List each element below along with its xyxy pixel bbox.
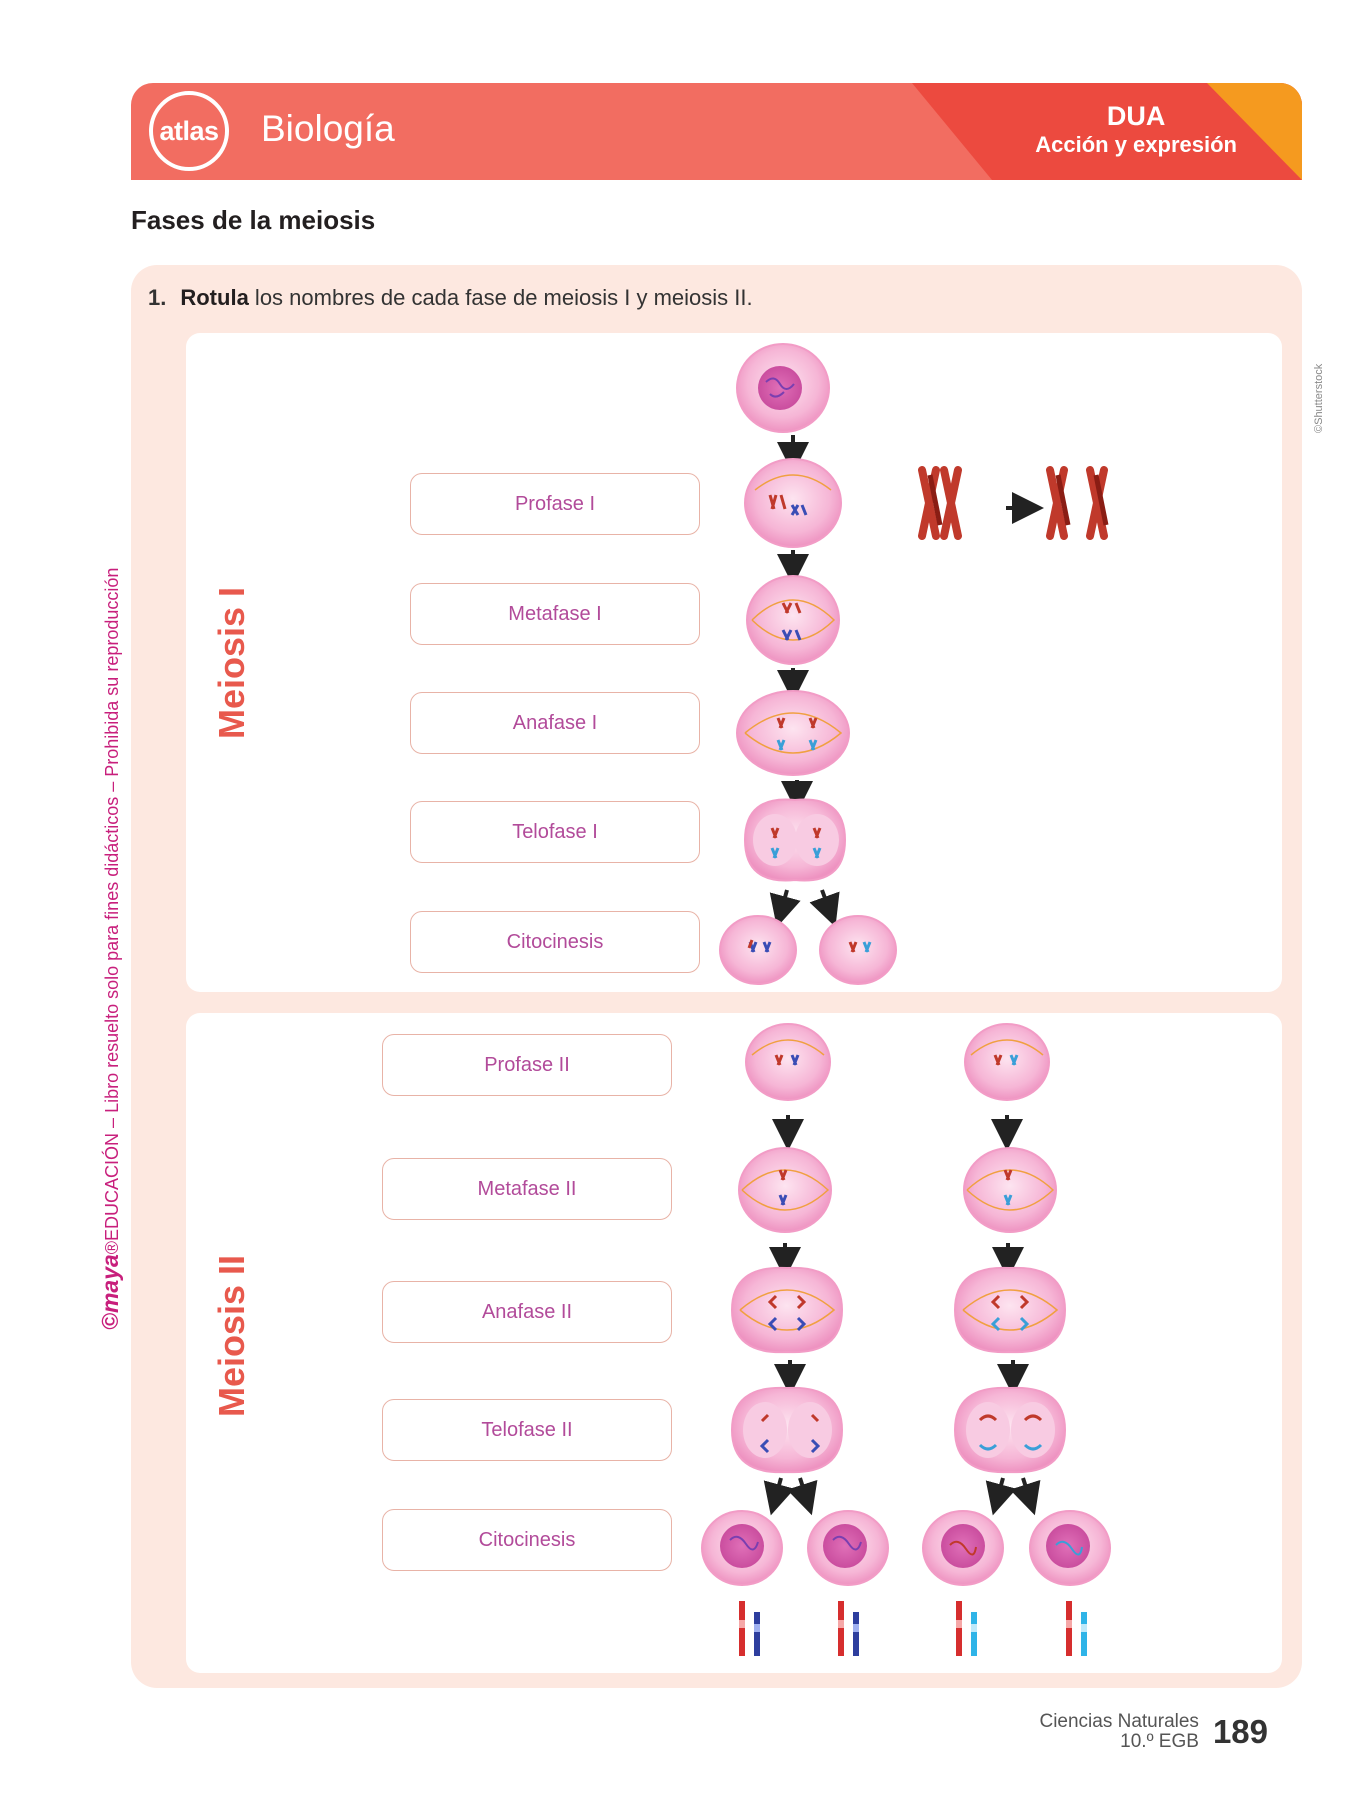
instruction-text: los nombres de cada fase de meiosis I y meiosis II. bbox=[248, 285, 753, 310]
cell-metafase-2-b bbox=[964, 1148, 1056, 1232]
cell-profase-2-b bbox=[965, 1024, 1049, 1100]
copyright-side-text bbox=[97, 568, 124, 1330]
image-credit: ©Shutterstock bbox=[1313, 363, 1325, 433]
instruction-number: 1. bbox=[148, 285, 167, 310]
cell-telofase-1 bbox=[745, 800, 845, 881]
cell-telofase-2-a bbox=[732, 1388, 842, 1472]
subject-title: Biología bbox=[261, 108, 395, 149]
chromatid-bars bbox=[739, 1601, 1087, 1656]
label-citocinesis-2[interactable]: Citocinesis bbox=[382, 1509, 672, 1571]
arrow bbox=[781, 890, 787, 912]
maya-brand: ©maya bbox=[97, 1254, 123, 1330]
arrow bbox=[822, 890, 830, 912]
footer-grade: 10.º EGB bbox=[1120, 1731, 1199, 1752]
cell-profase-1 bbox=[745, 459, 841, 547]
cell-citocinesis-2-c bbox=[923, 1511, 1003, 1585]
label-profase-2[interactable]: Profase II bbox=[382, 1034, 672, 1096]
cell-anafase-2-a bbox=[732, 1268, 842, 1352]
label-telofase-2[interactable]: Telofase II bbox=[382, 1399, 672, 1461]
arrow bbox=[800, 1478, 807, 1500]
cell-citocinesis-2-d bbox=[1030, 1511, 1110, 1585]
cell-profase-2-a bbox=[746, 1024, 830, 1100]
arrow bbox=[997, 1478, 1003, 1500]
footer-subject bbox=[1039, 1712, 1198, 1752]
cell-citocinesis-1-b bbox=[820, 916, 896, 984]
footer bbox=[1039, 1712, 1268, 1752]
cell-metafase-1 bbox=[747, 576, 839, 664]
meiosis-2-title: Meiosis II bbox=[211, 1254, 252, 1418]
cell-anafase-1 bbox=[737, 691, 849, 775]
cell-anafase-2-b bbox=[955, 1268, 1065, 1352]
label-telofase-1[interactable]: Telofase I bbox=[410, 801, 700, 863]
label-profase-1[interactable]: Profase I bbox=[410, 473, 700, 535]
cell-citocinesis-2-a bbox=[702, 1511, 782, 1585]
footer-subject-name: Ciencias Naturales bbox=[1039, 1711, 1199, 1732]
instruction-verb: Rotula bbox=[180, 285, 249, 310]
label-anafase-1[interactable]: Anafase I bbox=[410, 692, 700, 754]
dua-title: DUA bbox=[1106, 101, 1166, 131]
copyright-text: ®EDUCACIÓN – Libro resuelto solo para fines didácticos – Prohibida su reproducción bbox=[102, 567, 122, 1255]
section-title: Fases de la meiosis bbox=[131, 205, 376, 235]
cell-interphase bbox=[737, 344, 829, 432]
label-anafase-2[interactable]: Anafase II bbox=[382, 1281, 672, 1343]
label-citocinesis-1[interactable]: Citocinesis bbox=[410, 911, 700, 973]
cell-telofase-2-b bbox=[955, 1388, 1065, 1472]
crossover-chromosomes bbox=[922, 470, 1106, 536]
page-number: 189 bbox=[1212, 1713, 1268, 1750]
arrow bbox=[775, 1478, 781, 1500]
cell-citocinesis-2-b bbox=[808, 1511, 888, 1585]
cell-citocinesis-1-a bbox=[720, 916, 796, 984]
dua-subtitle: Acción y expresión bbox=[1035, 132, 1237, 157]
cell-metafase-2-a bbox=[739, 1148, 831, 1232]
arrow bbox=[1023, 1478, 1030, 1500]
atlas-logo: atlas bbox=[149, 91, 229, 171]
label-metafase-1[interactable]: Metafase I bbox=[410, 583, 700, 645]
meiosis-1-title: Meiosis I bbox=[211, 586, 252, 740]
label-metafase-2[interactable]: Metafase II bbox=[382, 1158, 672, 1220]
